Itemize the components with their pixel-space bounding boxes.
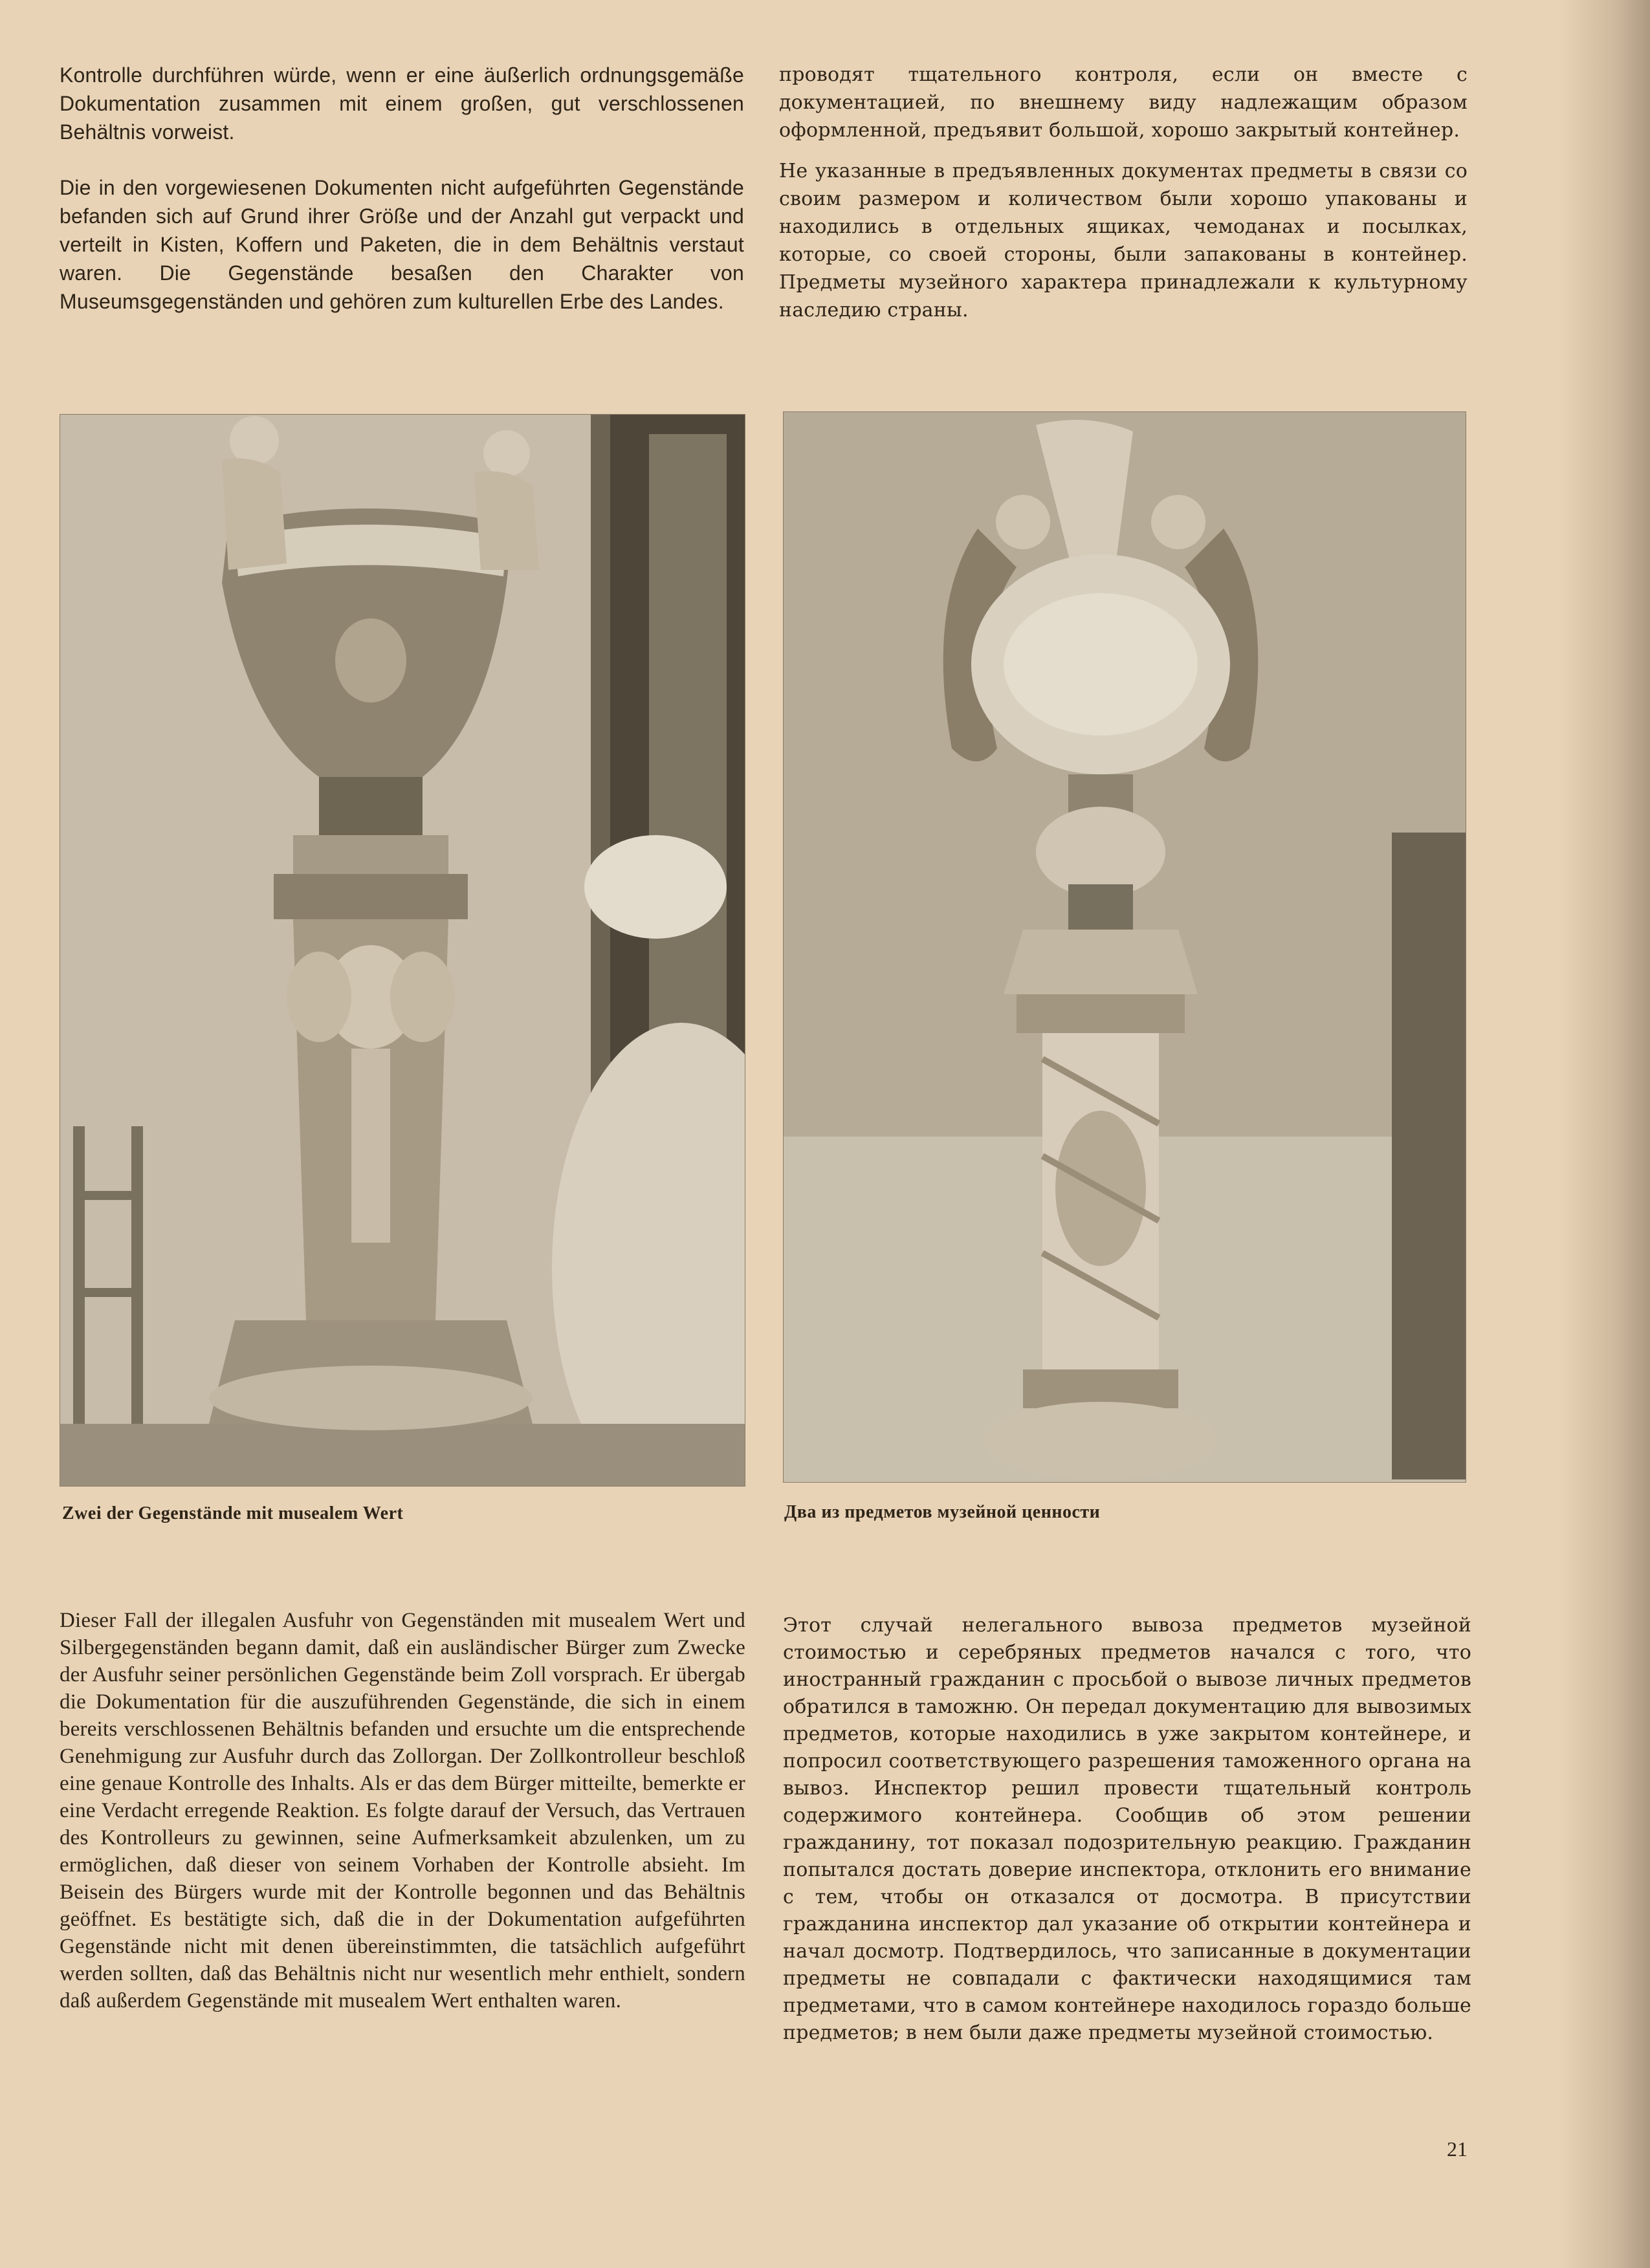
top-right-paragraph-1: проводят тщательного контроля, если он вместе с документацией, по внешнему виду надлежащим образом оформленной, предъявит большой, хорошо закрытый контейнер. (779, 63, 1468, 142)
top-left-column (60, 61, 744, 316)
cherub-urn-illustration (60, 415, 745, 1486)
top-left-paragraph-1: Kontrolle durchführen würde, wenn er eine äußerlich ordnungsgemäße Dokumentation zusammen mit einem großen, gut verschlossenen Behältnis vorweist. (60, 63, 744, 144)
right-photo-caption: Два из предметов музейной ценности (784, 1502, 1101, 1522)
top-right-column (779, 61, 1468, 324)
bottom-right-paragraph-1: Этот случай нелегального вывоза предметов музейной стоимостью и серебряных предметов начался с того, что иностранный гражданин с просьбой о вывозе личных предметов обратился в таможню. Он передал документацию для вывозимых предметов, которые находились в уже закрытом контейнере, и попросил соответствующего разрешения таможенного органа на вывоз. Инспектор решил провести тщательный контроль содержимого контейнера. Сообщив об этом решении гражданину, тот показал подозрительную реакцию. Гражданин попытался достать доверие инспектора, отклонить его внимание с тем, чтобы он отказался от досмотра. В присутствии гражданина инспектор дал указание об открытии контейнера и начал досмотр. Подтвердилось, что записанные в документации предметы не совпадали с фактически находящимися там предметами, что в самом контейнере находилось гораздо больше предметов; в нем были даже предметы музейной стоимостью. (783, 1614, 1471, 2044)
top-right-paragraph-2: Не указанные в предъявленных документах предметы в связи со своим размером и количеством были хорошо упакованы и находились в отдельных ящиках, чемоданах и посылках, которые, со своей стороны, были запакованы в контейнер. Предметы музейного характера принадлежали к культурному наследию страны. (779, 160, 1468, 322)
photo-ornate-vase (783, 411, 1466, 1483)
page-number: 21 (1447, 2137, 1468, 2161)
top-left-paragraph-2: Die in den vorgewiesenen Dokumenten nicht aufgeführten Gegenstände befanden sich auf Grund ihrer Größe und der Anzahl gut verpackt und verteilt in Kisten, Koffern und Paketen, die in dem Behältnis verstaut waren. Die Gegenstände besaßen den Charakter von Museumsgegenständen und gehören zum kulturellen Erbe des Landes. (60, 176, 744, 313)
bottom-left-paragraph-1: Dieser Fall der illegalen Ausfuhr von Gegenständen mit musealem Wert und Silbergegenständen begann damit, daß ein ausländischer Bürger zum Zwecke der Ausfuhr seiner persönlichen Gegenstände beim Zoll vorsprach. Er übergab die Dokumentation für die auszuführenden Gegenstände, die sich in einem bereits verschlossenen Behältnis befanden und ersuchte um die entsprechende Genehmigung zur Ausfuhr durch das Zollorgan. Der Zollkontrolleur beschloß eine genaue Kontrolle des Inhalts. Als er das dem Bürger mitteilte, bemerkte er eine Verdacht erregende Reaktion. Es folgte darauf der Versuch, das Vertrauen des Kontrolleurs zu gewinnen, seine Aufmerksamkeit abzulenken, um zu ermöglichen, daß dieser von seinem Vorhaben der Kontrolle absieht. Im Beisein des Bürgers wurde mit der Kontrolle begonnen und das Behältnis geöffnet. Es bestätigte sich, daß die in der Dokumentation aufgeführten Gegenstände nicht mit denen übereinstimmten, die tatsächlich aufgeführt werden sollten, daß das Behältnis nicht nur wesentlich mehr enthielt, sondern daß außerdem Gegenstände mit musealem Wert enthalten waren. (60, 1609, 745, 2012)
left-photo-caption: Zwei der Gegenstände mit musealem Wert (62, 1503, 404, 1523)
bottom-left-column (60, 1607, 745, 2014)
ornate-vase-illustration (784, 412, 1466, 1482)
page-edge-shadow (1559, 0, 1650, 2268)
bottom-right-column (783, 1612, 1471, 2047)
photo-cherub-urn (60, 414, 745, 1487)
